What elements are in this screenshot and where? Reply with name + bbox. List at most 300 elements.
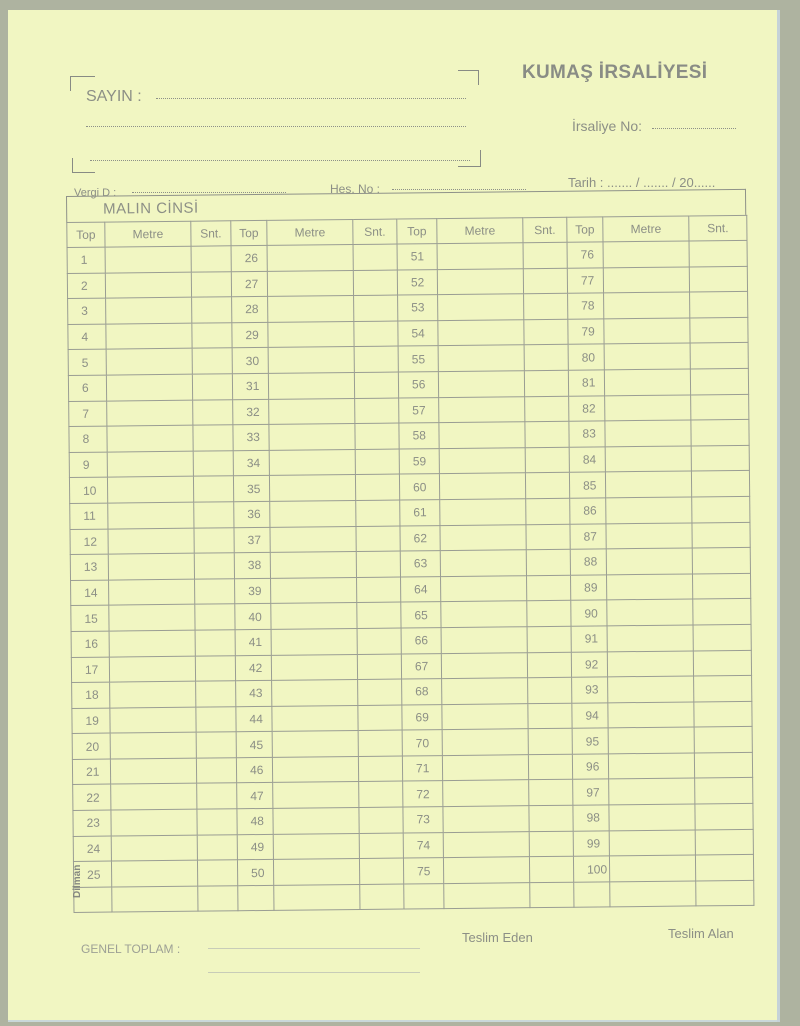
snt-cell[interactable]: [528, 729, 572, 755]
brand-label: Dilman: [72, 864, 83, 898]
address-line-3-field[interactable]: [90, 160, 470, 161]
goods-table: [66, 215, 754, 913]
total-cell[interactable]: [274, 884, 360, 910]
total-cell[interactable]: [530, 882, 574, 907]
snt-cell[interactable]: [192, 297, 232, 323]
snt-cell[interactable]: [194, 502, 234, 528]
metre-cell[interactable]: [608, 753, 694, 779]
metre-cell[interactable]: [441, 601, 527, 627]
metre-cell[interactable]: [272, 680, 358, 706]
snt-cell[interactable]: [529, 831, 573, 857]
metre-cell[interactable]: [609, 778, 695, 804]
snt-cell[interactable]: [357, 602, 401, 628]
top-number-cell: 49: [237, 834, 273, 860]
metre-cell[interactable]: [268, 296, 354, 322]
snt-cell[interactable]: [528, 754, 572, 780]
total-cell[interactable]: [360, 884, 404, 909]
metre-cell[interactable]: [111, 809, 197, 835]
snt-cell[interactable]: [357, 654, 401, 680]
top-number-cell: 22: [73, 785, 111, 811]
sayin-field[interactable]: [156, 98, 466, 99]
snt-cell[interactable]: [197, 809, 237, 835]
snt-cell[interactable]: [197, 834, 237, 860]
top-number-cell: 88: [570, 549, 606, 575]
metre-cell[interactable]: [442, 729, 528, 755]
snt-cell[interactable]: [690, 343, 748, 369]
top-number-cell: 15: [71, 605, 109, 631]
metre-cell[interactable]: [270, 552, 356, 578]
snt-cell[interactable]: [358, 679, 402, 705]
metre-cell[interactable]: [607, 625, 693, 651]
metre-cell[interactable]: [110, 681, 196, 707]
snt-cell[interactable]: [191, 271, 231, 297]
metre-cell[interactable]: [442, 755, 528, 781]
snt-cell[interactable]: [196, 681, 236, 707]
column-header: Top: [67, 222, 105, 247]
metre-cell[interactable]: [273, 782, 359, 808]
metre-cell[interactable]: [109, 579, 195, 605]
snt-cell[interactable]: [193, 476, 233, 502]
column-header: Snt.: [689, 215, 747, 241]
metre-cell[interactable]: [604, 318, 690, 344]
total-cell[interactable]: [574, 882, 610, 907]
snt-cell[interactable]: [692, 573, 750, 599]
snt-cell[interactable]: [693, 599, 751, 625]
snt-cell[interactable]: [356, 526, 400, 552]
metre-cell[interactable]: [607, 650, 693, 676]
metre-cell[interactable]: [268, 321, 354, 347]
top-number-cell: 58: [399, 423, 439, 449]
snt-cell[interactable]: [357, 577, 401, 603]
metre-cell[interactable]: [271, 603, 357, 629]
metre-cell[interactable]: [269, 398, 355, 424]
metre-cell[interactable]: [269, 424, 355, 450]
column-header: Top: [397, 219, 437, 244]
vergi-field[interactable]: [132, 192, 286, 193]
snt-cell[interactable]: [524, 345, 568, 371]
top-number-cell: 32: [233, 399, 269, 425]
top-number-cell: 52: [397, 269, 437, 295]
metre-cell[interactable]: [443, 831, 529, 857]
waybill-form-sheet: [8, 10, 780, 1022]
irsaliye-no-field[interactable]: [652, 128, 736, 129]
snt-cell[interactable]: [359, 807, 403, 833]
vergi-label: Vergi D :: [74, 187, 117, 199]
metre-cell[interactable]: [438, 345, 524, 371]
metre-cell[interactable]: [268, 372, 354, 398]
top-number-cell: 66: [401, 628, 441, 654]
top-number-cell: 26: [231, 245, 267, 271]
snt-cell[interactable]: [193, 451, 233, 477]
snt-cell[interactable]: [694, 752, 752, 778]
snt-cell[interactable]: [192, 374, 232, 400]
snt-cell[interactable]: [524, 293, 568, 319]
snt-cell[interactable]: [691, 420, 749, 446]
metre-cell[interactable]: [270, 500, 356, 526]
metre-cell[interactable]: [272, 731, 358, 757]
metre-cell[interactable]: [603, 267, 689, 293]
metre-cell[interactable]: [438, 371, 524, 397]
snt-cell[interactable]: [691, 394, 749, 420]
snt-cell[interactable]: [695, 778, 753, 804]
snt-cell[interactable]: [355, 449, 399, 475]
snt-cell[interactable]: [694, 701, 752, 727]
top-number-cell: 98: [573, 805, 609, 831]
metre-cell[interactable]: [271, 654, 357, 680]
top-number-cell: 17: [71, 657, 109, 683]
top-number-cell: 12: [70, 529, 108, 555]
snt-cell[interactable]: [525, 447, 569, 473]
top-number-cell: 81: [568, 370, 604, 396]
snt-cell[interactable]: [192, 348, 232, 374]
snt-cell[interactable]: [526, 575, 570, 601]
metre-cell[interactable]: [608, 702, 694, 728]
metre-cell[interactable]: [440, 524, 526, 550]
metre-cell[interactable]: [608, 676, 694, 702]
top-number-cell: 9: [69, 452, 107, 478]
top-number-cell: 4: [68, 324, 106, 350]
metre-cell[interactable]: [267, 270, 353, 296]
snt-cell[interactable]: [528, 703, 572, 729]
snt-cell[interactable]: [690, 368, 748, 394]
hes-no-field[interactable]: [392, 189, 526, 190]
top-number-cell: 74: [403, 832, 443, 858]
metre-cell[interactable]: [272, 705, 358, 731]
snt-cell[interactable]: [529, 805, 573, 831]
genel-toplam-label: GENEL TOPLAM :: [81, 942, 181, 956]
top-number-cell: 70: [402, 730, 442, 756]
snt-cell[interactable]: [359, 858, 403, 884]
snt-cell[interactable]: [691, 471, 749, 497]
metre-cell[interactable]: [108, 528, 194, 554]
metre-cell[interactable]: [267, 244, 353, 270]
snt-cell[interactable]: [689, 266, 747, 292]
top-number-cell: 76: [567, 242, 603, 268]
snt-cell[interactable]: [197, 860, 237, 886]
top-number-cell: 73: [403, 807, 443, 833]
snt-cell[interactable]: [195, 578, 235, 604]
snt-cell[interactable]: [523, 268, 567, 294]
metre-cell[interactable]: [603, 241, 689, 267]
snt-cell[interactable]: [695, 855, 753, 881]
metre-cell[interactable]: [106, 349, 192, 375]
snt-cell[interactable]: [526, 498, 570, 524]
top-number-cell: 1: [67, 247, 105, 273]
snt-cell[interactable]: [358, 756, 402, 782]
top-number-cell: 69: [402, 704, 442, 730]
top-number-cell: 80: [568, 344, 604, 370]
genel-toplam-field[interactable]: [208, 948, 420, 949]
metre-cell[interactable]: [441, 627, 527, 653]
snt-cell[interactable]: [195, 655, 235, 681]
snt-cell[interactable]: [354, 321, 398, 347]
metre-cell[interactable]: [273, 859, 359, 885]
snt-cell[interactable]: [359, 833, 403, 859]
snt-cell[interactable]: [195, 630, 235, 656]
top-number-cell: 29: [232, 322, 268, 348]
metre-cell[interactable]: [605, 395, 691, 421]
metre-cell[interactable]: [268, 347, 354, 373]
metre-cell[interactable]: [107, 425, 193, 451]
snt-cell[interactable]: [529, 780, 573, 806]
top-number-cell: 53: [398, 295, 438, 321]
total-cell[interactable]: [238, 885, 274, 910]
snt-cell[interactable]: [358, 705, 402, 731]
metre-cell[interactable]: [604, 343, 690, 369]
hes-no-label: Hes. No :: [330, 182, 381, 196]
metre-cell[interactable]: [605, 471, 691, 497]
metre-cell[interactable]: [111, 784, 197, 810]
top-number-cell: 20: [72, 733, 110, 759]
metre-cell[interactable]: [437, 243, 523, 269]
total-cell[interactable]: [610, 881, 696, 907]
top-number-cell: 95: [572, 728, 608, 754]
total-cell[interactable]: [444, 883, 530, 909]
metre-cell[interactable]: [109, 656, 195, 682]
metre-cell[interactable]: [608, 727, 694, 753]
snt-cell[interactable]: [355, 474, 399, 500]
snt-cell[interactable]: [526, 549, 570, 575]
snt-cell[interactable]: [527, 601, 571, 627]
top-number-cell: 71: [402, 755, 442, 781]
snt-cell[interactable]: [196, 706, 236, 732]
top-number-cell: 59: [399, 448, 439, 474]
snt-cell[interactable]: [196, 758, 236, 784]
metre-cell[interactable]: [107, 400, 193, 426]
metre-cell[interactable]: [604, 292, 690, 318]
snt-cell[interactable]: [527, 652, 571, 678]
top-number-cell: 34: [233, 450, 269, 476]
metre-cell[interactable]: [111, 860, 197, 886]
snt-cell[interactable]: [527, 626, 571, 652]
metre-cell[interactable]: [438, 294, 524, 320]
metre-cell[interactable]: [607, 599, 693, 625]
snt-cell[interactable]: [526, 524, 570, 550]
top-number-cell: 67: [401, 653, 441, 679]
metre-cell[interactable]: [606, 548, 692, 574]
total-cell[interactable]: [198, 886, 238, 911]
metre-cell[interactable]: [271, 628, 357, 654]
top-number-cell: 25: [73, 861, 111, 887]
metre-cell[interactable]: [439, 447, 525, 473]
snt-cell[interactable]: [694, 727, 752, 753]
snt-cell[interactable]: [197, 783, 237, 809]
snt-cell[interactable]: [353, 270, 397, 296]
snt-cell[interactable]: [355, 423, 399, 449]
snt-cell[interactable]: [691, 445, 749, 471]
metre-cell[interactable]: [437, 268, 523, 294]
top-number-cell: 60: [399, 474, 439, 500]
snt-cell[interactable]: [353, 244, 397, 270]
metre-cell[interactable]: [106, 297, 192, 323]
snt-cell[interactable]: [193, 425, 233, 451]
top-number-cell: 87: [570, 523, 606, 549]
metre-cell[interactable]: [269, 449, 355, 475]
irsaliye-no-label: İrsaliye No:: [572, 118, 643, 134]
metre-cell[interactable]: [441, 652, 527, 678]
total-cell[interactable]: [112, 886, 198, 912]
snt-cell[interactable]: [355, 398, 399, 424]
snt-cell[interactable]: [695, 829, 753, 855]
metre-cell[interactable]: [438, 319, 524, 345]
snt-cell[interactable]: [356, 500, 400, 526]
metre-cell[interactable]: [606, 497, 692, 523]
snt-cell[interactable]: [693, 650, 751, 676]
top-number-cell: 19: [72, 708, 110, 734]
top-number-cell: 21: [72, 759, 110, 785]
top-number-cell: 10: [69, 477, 107, 503]
metre-cell[interactable]: [273, 833, 359, 859]
top-number-cell: 96: [572, 754, 608, 780]
form-title: KUMAŞ İRSALİYESİ: [522, 62, 708, 83]
snt-cell[interactable]: [692, 496, 750, 522]
metre-cell[interactable]: [443, 780, 529, 806]
metre-cell[interactable]: [107, 451, 193, 477]
total-cell[interactable]: [696, 880, 754, 906]
metre-cell[interactable]: [109, 604, 195, 630]
snt-cell[interactable]: [525, 396, 569, 422]
snt-cell[interactable]: [692, 522, 750, 548]
metre-cell[interactable]: [105, 272, 191, 298]
column-header: Metre: [437, 218, 523, 244]
top-number-cell: 46: [236, 757, 272, 783]
snt-cell[interactable]: [354, 295, 398, 321]
top-number-cell: 89: [570, 575, 606, 601]
metre-cell[interactable]: [439, 473, 525, 499]
top-number-cell: 82: [569, 395, 605, 421]
top-number-cell: 36: [234, 501, 270, 527]
top-number-cell: 41: [235, 629, 271, 655]
top-number-cell: 62: [400, 525, 440, 551]
top-number-cell: 99: [573, 831, 609, 857]
top-number-cell: 56: [398, 372, 438, 398]
metre-cell[interactable]: [604, 369, 690, 395]
snt-cell[interactable]: [194, 553, 234, 579]
snt-cell[interactable]: [524, 319, 568, 345]
metre-cell[interactable]: [605, 420, 691, 446]
snt-cell[interactable]: [525, 473, 569, 499]
top-number-cell: 37: [234, 527, 270, 553]
total-cell[interactable]: [404, 883, 444, 908]
metre-cell[interactable]: [439, 422, 525, 448]
metre-cell[interactable]: [609, 855, 695, 881]
genel-toplam-field-2[interactable]: [208, 972, 420, 973]
snt-cell[interactable]: [191, 246, 231, 272]
top-number-cell: 50: [237, 860, 273, 886]
column-header: Metre: [267, 219, 353, 245]
metre-cell[interactable]: [109, 630, 195, 656]
metre-cell[interactable]: [442, 678, 528, 704]
top-number-cell: 28: [232, 297, 268, 323]
metre-cell[interactable]: [108, 502, 194, 528]
snt-cell[interactable]: [690, 317, 748, 343]
snt-cell[interactable]: [694, 675, 752, 701]
top-number-cell: 55: [398, 346, 438, 372]
column-header: Metre: [603, 216, 689, 242]
metre-cell[interactable]: [440, 499, 526, 525]
metre-cell[interactable]: [443, 806, 529, 832]
metre-cell[interactable]: [606, 522, 692, 548]
metre-cell[interactable]: [273, 808, 359, 834]
top-number-cell: 51: [397, 244, 437, 270]
snt-cell[interactable]: [192, 323, 232, 349]
top-number-cell: 2: [67, 273, 105, 299]
metre-cell[interactable]: [609, 804, 695, 830]
top-number-cell: 48: [237, 808, 273, 834]
metre-cell[interactable]: [606, 574, 692, 600]
snt-cell[interactable]: [692, 547, 750, 573]
metre-cell[interactable]: [605, 446, 691, 472]
top-number-cell: 7: [69, 401, 107, 427]
metre-cell[interactable]: [110, 707, 196, 733]
metre-cell[interactable]: [105, 246, 191, 272]
metre-cell[interactable]: [609, 830, 695, 856]
address-line-2-field[interactable]: [86, 126, 466, 127]
snt-cell[interactable]: [689, 240, 747, 266]
snt-cell[interactable]: [523, 242, 567, 268]
snt-cell[interactable]: [354, 346, 398, 372]
metre-cell[interactable]: [270, 526, 356, 552]
top-number-cell: 97: [573, 779, 609, 805]
snt-cell[interactable]: [195, 604, 235, 630]
snt-cell[interactable]: [193, 399, 233, 425]
snt-cell[interactable]: [525, 421, 569, 447]
metre-cell[interactable]: [111, 835, 197, 861]
top-number-cell: 3: [68, 298, 106, 324]
metre-cell[interactable]: [110, 732, 196, 758]
metre-cell[interactable]: [439, 396, 525, 422]
metre-cell[interactable]: [107, 477, 193, 503]
metre-cell[interactable]: [108, 553, 194, 579]
goods-table-area: [66, 189, 754, 923]
snt-cell[interactable]: [359, 781, 403, 807]
top-number-cell: 91: [571, 626, 607, 652]
top-number-cell: 100: [573, 856, 609, 882]
metre-cell[interactable]: [106, 323, 192, 349]
top-number-cell: 92: [571, 651, 607, 677]
snt-cell[interactable]: [356, 551, 400, 577]
snt-cell[interactable]: [196, 732, 236, 758]
metre-cell[interactable]: [269, 475, 355, 501]
metre-cell[interactable]: [271, 577, 357, 603]
metre-cell[interactable]: [442, 703, 528, 729]
snt-cell[interactable]: [358, 730, 402, 756]
metre-cell[interactable]: [110, 758, 196, 784]
top-number-cell: 61: [400, 500, 440, 526]
metre-cell[interactable]: [106, 374, 192, 400]
snt-cell[interactable]: [690, 292, 748, 318]
snt-cell[interactable]: [693, 624, 751, 650]
snt-cell[interactable]: [695, 803, 753, 829]
snt-cell[interactable]: [529, 856, 573, 882]
metre-cell[interactable]: [441, 575, 527, 601]
top-number-cell: 54: [398, 320, 438, 346]
snt-cell[interactable]: [528, 677, 572, 703]
snt-cell[interactable]: [194, 527, 234, 553]
metre-cell[interactable]: [443, 857, 529, 883]
snt-cell[interactable]: [524, 370, 568, 396]
snt-cell[interactable]: [354, 372, 398, 398]
top-number-cell: 84: [569, 447, 605, 473]
top-number-cell: 45: [236, 732, 272, 758]
metre-cell[interactable]: [440, 550, 526, 576]
top-number-cell: 33: [233, 425, 269, 451]
tarih-label: Tarih : ....... / ....... / 20......: [568, 175, 716, 190]
top-number-cell: 39: [235, 578, 271, 604]
top-number-cell: 75: [403, 858, 443, 884]
metre-cell[interactable]: [272, 756, 358, 782]
snt-cell[interactable]: [357, 628, 401, 654]
